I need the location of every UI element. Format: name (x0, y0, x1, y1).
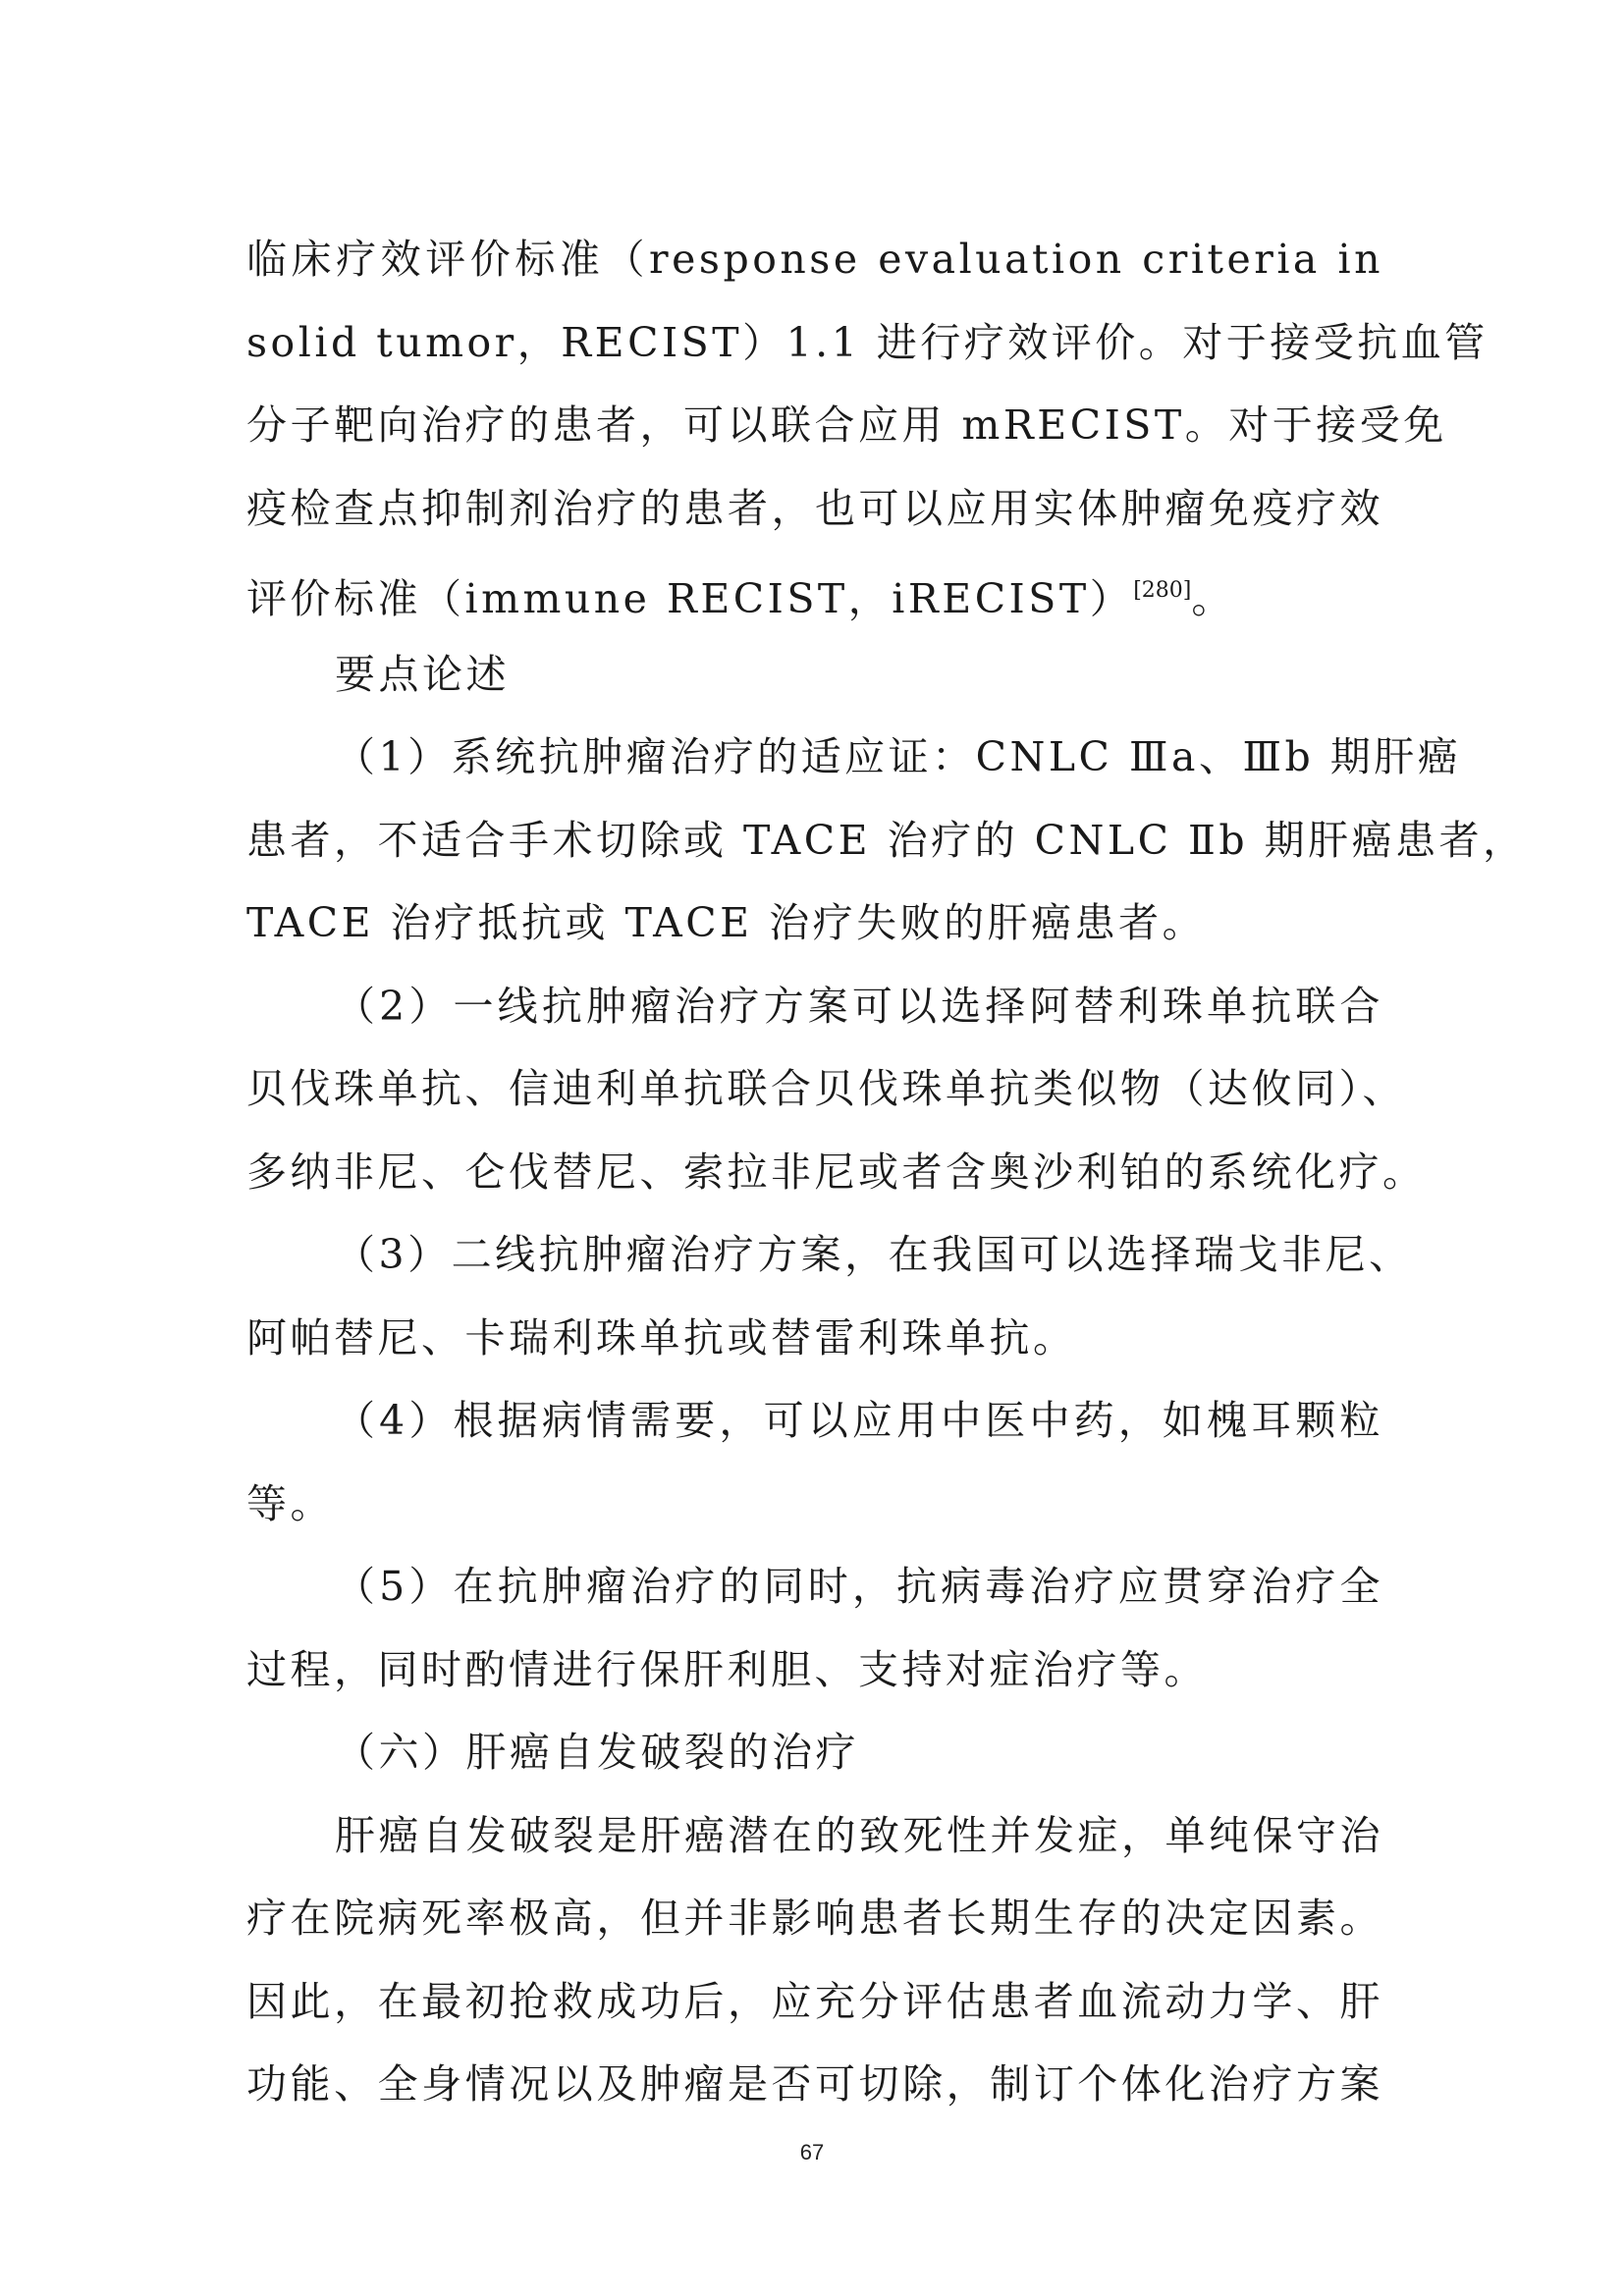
paragraph-line: 临床疗效评价标准（response evaluation criteria in (246, 236, 1383, 283)
paragraph-line: （5）在抗肿瘤治疗的同时，抗病毒治疗应贯穿治疗全 (335, 1563, 1383, 1610)
paragraph-line: 肝癌自发破裂是肝癌潜在的致死性并发症，单纯保守治 (335, 1811, 1383, 1859)
paragraph-line: （1）系统抗肿瘤治疗的适应证：CNLC Ⅲa、Ⅲb 期肝癌 (335, 733, 1462, 780)
paragraph-text: 评价标准（immune RECIST，iRECIST） (246, 575, 1134, 622)
paragraph-line: （4）根据病情需要，可以应用中医中药，如槐耳颗粒 (335, 1397, 1383, 1444)
citation-reference: [280] (1133, 578, 1192, 603)
paragraph-line: （3）二线抗肿瘤治疗方案，在我国可以选择瑞戈非尼、 (335, 1231, 1413, 1278)
paragraph-line: 疫检查点抑制剂治疗的患者，也可以应用实体肿瘤免疫疗效 (246, 484, 1383, 532)
paragraph-line: （2）一线抗肿瘤治疗方案可以选择阿替利珠单抗联合 (335, 982, 1383, 1030)
paragraph-line: TACE 治疗抵抗或 TACE 治疗失败的肝癌患者。 (246, 899, 1207, 946)
paragraph-line: 疗在院病死率极高，但并非影响患者长期生存的决定因素。 (246, 1895, 1383, 1942)
paragraph-line: 等。 (246, 1479, 334, 1527)
paragraph-line: 过程，同时酌情进行保肝利胆、支持对症治疗等。 (246, 1645, 1208, 1693)
paragraph-line: 功能、全身情况以及肿瘤是否可切除，制订个体化治疗方案 (246, 2060, 1383, 2108)
paragraph-line: 多纳非尼、仑伐替尼、索拉非尼或者含奥沙利铂的系统化疗。 (246, 1148, 1427, 1196)
page-number: 67 (799, 2140, 825, 2164)
section-heading-key-points: 要点论述 (335, 650, 510, 698)
paragraph-line: 因此，在最初抢救成功后，应充分评估患者血流动力学、肝 (246, 1977, 1383, 2025)
paragraph-line: solid tumor，RECIST）1.1 进行疗效评价。对于接受抗血管 (246, 318, 1489, 366)
sentence-end: 。 (1191, 575, 1235, 622)
paragraph-line: 阿帕替尼、卡瑞利珠单抗或替雷利珠单抗。 (246, 1313, 1077, 1362)
paragraph-line: 分子靶向治疗的患者，可以联合应用 mRECIST。对于接受免 (246, 401, 1447, 449)
paragraph-line-with-citation (246, 550, 1383, 633)
paragraph-line: 患者，不适合手术切除或 TACE 治疗的 CNLC Ⅱb 期肝癌患者， (246, 816, 1527, 864)
paragraph-line: 贝伐珠单抗、信迪利单抗联合贝伐珠单抗类似物（达攸同）、 (246, 1065, 1406, 1112)
section-heading: （六）肝癌自发破裂的治疗 (335, 1729, 859, 1776)
body-text (246, 218, 1527, 2126)
